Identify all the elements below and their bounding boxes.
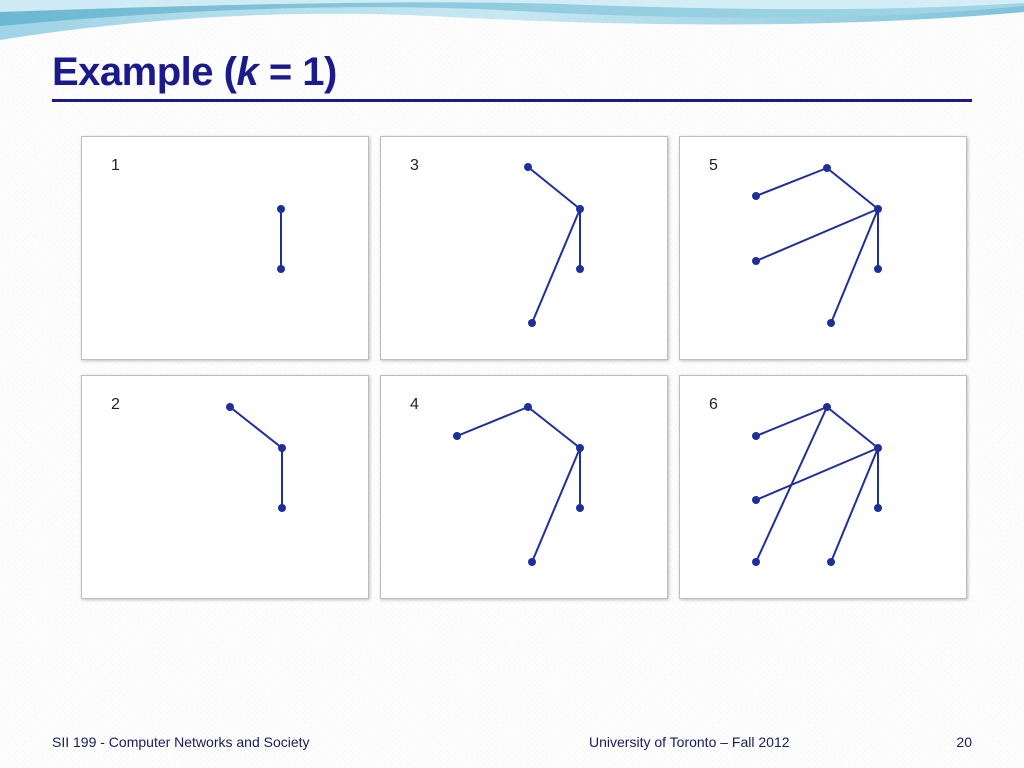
graph-node <box>827 319 835 327</box>
graph-node <box>752 432 760 440</box>
panel-step-label: 1 <box>111 157 120 174</box>
graph-node <box>752 257 760 265</box>
graph-node <box>874 444 882 452</box>
graph-panel-2 <box>81 375 369 599</box>
graph-node <box>528 319 536 327</box>
graph-panel-4 <box>380 375 668 599</box>
graph-edge <box>827 168 878 209</box>
panel-step-label: 3 <box>410 157 419 174</box>
graph-node <box>752 496 760 504</box>
graph-node <box>453 432 461 440</box>
graph-node <box>752 558 760 566</box>
top-wave-banner <box>0 0 1024 45</box>
graph-edge <box>827 407 878 448</box>
graph-node <box>874 504 882 512</box>
panel-step-label: 5 <box>709 157 718 174</box>
graph-node <box>823 403 831 411</box>
graph-panel-5 <box>679 136 967 360</box>
panel-step-label: 2 <box>111 396 120 413</box>
graph-drawing <box>82 376 368 598</box>
graph-node <box>524 403 532 411</box>
title-variable: k <box>236 50 259 94</box>
graph-panel-6 <box>679 375 967 599</box>
graph-drawing <box>680 376 966 598</box>
graph-edge <box>528 167 580 209</box>
graph-node <box>874 205 882 213</box>
graph-edge <box>457 407 528 436</box>
graph-edge <box>756 407 827 562</box>
graph-node <box>752 192 760 200</box>
graph-node <box>226 403 234 411</box>
graph-node <box>576 504 584 512</box>
graph-edge <box>230 407 282 448</box>
graph-node <box>277 205 285 213</box>
graph-node <box>277 265 285 273</box>
graph-node <box>278 444 286 452</box>
graph-node <box>823 164 831 172</box>
title-prefix: Example ( <box>52 50 237 94</box>
graph-drawing <box>82 137 368 359</box>
panel-step-label: 6 <box>709 396 718 413</box>
panel-step-label: 4 <box>410 396 419 413</box>
graph-panel-1 <box>81 136 369 360</box>
graph-node <box>874 265 882 273</box>
graph-drawing <box>381 137 667 359</box>
footer-page-number: 20 <box>956 734 972 750</box>
graph-drawing <box>381 376 667 598</box>
graph-edge <box>532 209 580 323</box>
graph-node <box>528 558 536 566</box>
footer-institution: University of Toronto – Fall 2012 <box>589 734 790 750</box>
graph-node <box>576 205 584 213</box>
graph-node <box>827 558 835 566</box>
graph-node <box>278 504 286 512</box>
graph-panel-3 <box>380 136 668 360</box>
graph-edge <box>756 168 827 196</box>
graph-edge <box>528 407 580 448</box>
title-underline <box>52 99 972 102</box>
footer-course: SII 199 - Computer Networks and Society <box>52 734 310 750</box>
graph-edge <box>532 448 580 562</box>
graph-node <box>576 444 584 452</box>
title-suffix: = 1) <box>258 50 337 94</box>
graph-drawing <box>680 137 966 359</box>
slide-title <box>52 50 337 95</box>
graph-node <box>576 265 584 273</box>
graph-node <box>524 163 532 171</box>
